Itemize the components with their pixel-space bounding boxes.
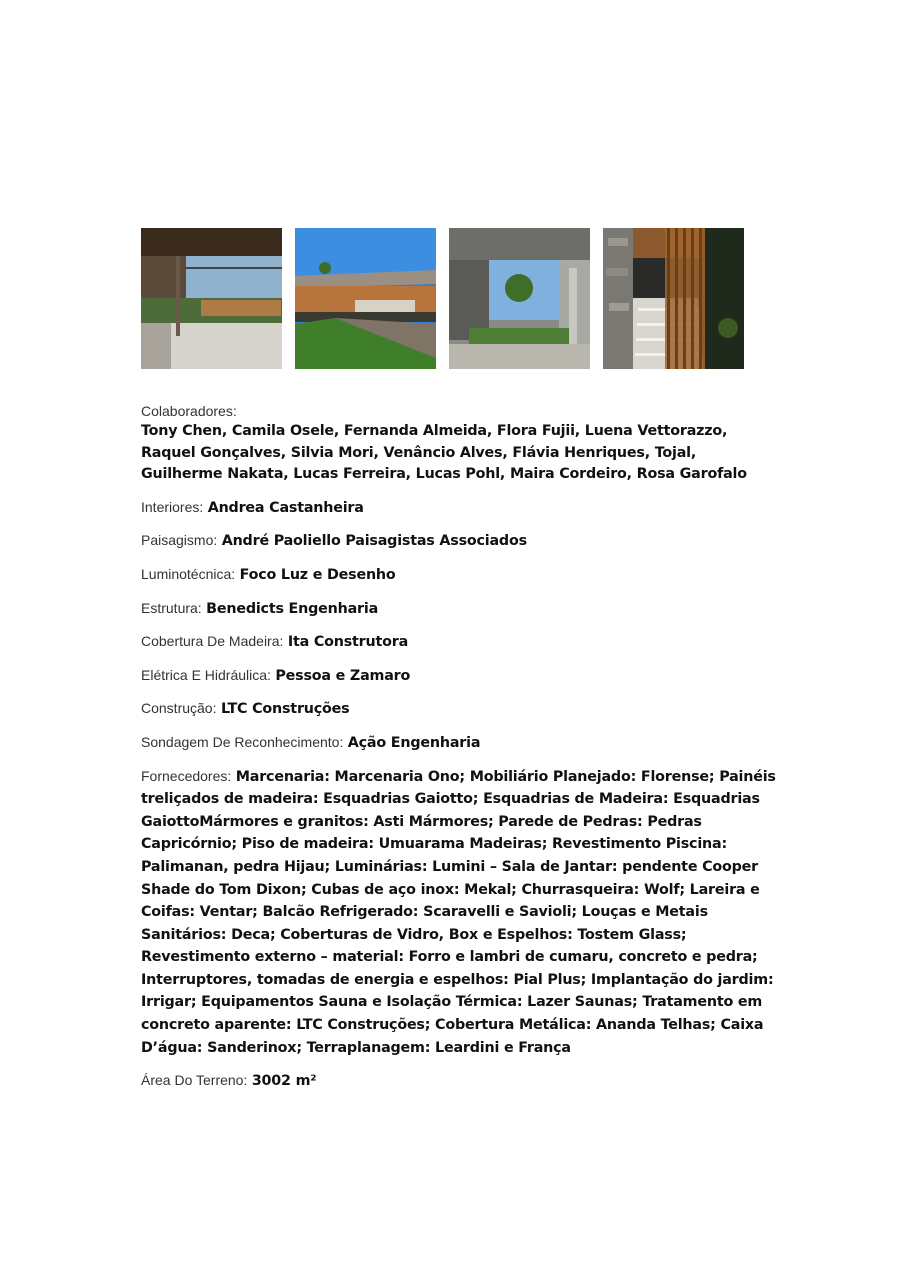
credit-label: Área Do Terreno:	[141, 1072, 248, 1089]
credit-luminotecnica	[141, 563, 781, 587]
photo-stairs-image	[603, 228, 744, 369]
credit-value: LTC Construções	[220, 701, 350, 718]
credit-value: Ação Engenharia	[347, 734, 481, 751]
credit-area-terreno	[141, 1069, 781, 1093]
credit-paisagismo	[141, 529, 781, 553]
project-credits	[141, 401, 781, 1103]
credit-value: Benedicts Engenharia	[206, 600, 379, 617]
credit-label: Elétrica E Hidráulica:	[141, 666, 271, 683]
photo-concrete-courtyard[interactable]	[449, 228, 590, 369]
credit-value: 3002 m²	[251, 1073, 317, 1090]
credit-colaboradores	[141, 401, 781, 486]
credit-cobertura-madeira	[141, 630, 781, 654]
credit-label: Sondagem De Reconhecimento:	[141, 733, 344, 750]
credit-value: Marcenaria: Marcenaria Ono; Mobiliário Planejado: Florense; Painéis treliçados de madeira: Esquadrias Gaiotto; Esquadrias de Madeira: Esquadrias GaiottoMármores e granitos: Asti Mármores; Parede de Pedras: Pedras Capricórnio; Piso de madeira: Umuarama Madeiras; Revestimento Piscina: Palimanan, pedra Hijau; Luminárias: Lumini – Sala de Jantar: pendente Cooper Shade do Tom Dixon; Cubas de aço inox: Mekal; Churrasqueira: Wolf; Lareira e Coifas: Ventar; Balcão Refrigerado: Scaravelli e Savioli; Louças e Metais Sanitários: Deca; Coberturas de Vidro, Box e Espelhos: Tostem Glass; Revestimento externo – material: Forro e lambri de cumaru, concreto e pedra; Interruptores, tomadas de energia e espelhos: Pial Plus; Implantação do jardim: Irrigar; Equipamentos Sauna e Isolação Térmica: Lazer Saunas; Tratamento em concreto aparente: LTC Construções; Cobertura Metálica: Ananda Telhas; Caixa D’água: Sanderinox; Terraplanagem: Leardini e França	[141, 768, 776, 1056]
credit-label: Luminotécnica:	[141, 565, 236, 582]
photo-green-roof-house[interactable]	[295, 228, 436, 369]
photo-gallery	[141, 228, 744, 369]
credit-value: Ita Construtora	[287, 634, 409, 651]
credit-value: Pessoa e Zamaro	[275, 667, 411, 684]
credit-label: Construção:	[141, 700, 217, 717]
credit-value: Tony Chen, Camila Osele, Fernanda Almeida, Flora Fujii, Luena Vettorazzo, Raquel Gonçalves, Silvia Mori, Venâncio Alves, Flávia Henriques, Tojal, Guilherme Nakata, Lucas Ferreira, Lucas Pohl, Maira Cordeiro, Rosa Garofalo	[141, 423, 747, 483]
photo-living-room-image	[141, 228, 282, 369]
credit-label: Interiores:	[141, 498, 204, 515]
credit-fornecedores	[141, 765, 781, 1060]
credit-value: Andrea Castanheira	[207, 499, 364, 516]
credit-label: Paisagismo:	[141, 532, 218, 549]
credit-sondagem	[141, 731, 781, 755]
credit-value: Foco Luz e Desenho	[239, 566, 396, 583]
credit-label: Fornecedores:	[141, 767, 232, 784]
credit-construcao	[141, 697, 781, 721]
credit-label: Estrutura:	[141, 599, 202, 616]
credit-label: Cobertura De Madeira:	[141, 633, 284, 650]
photo-stone-wall-stairs[interactable]	[603, 228, 744, 369]
photo-green-roof-image	[295, 228, 436, 369]
credit-interiores	[141, 496, 781, 520]
credit-label: Colaboradores:	[141, 403, 237, 419]
credit-value: André Paoliello Paisagistas Associados	[221, 533, 527, 550]
credit-estrutura	[141, 597, 781, 621]
photo-living-room-view[interactable]	[141, 228, 282, 369]
credit-eletrica-hidraulica	[141, 664, 781, 688]
photo-courtyard-image	[449, 228, 590, 369]
